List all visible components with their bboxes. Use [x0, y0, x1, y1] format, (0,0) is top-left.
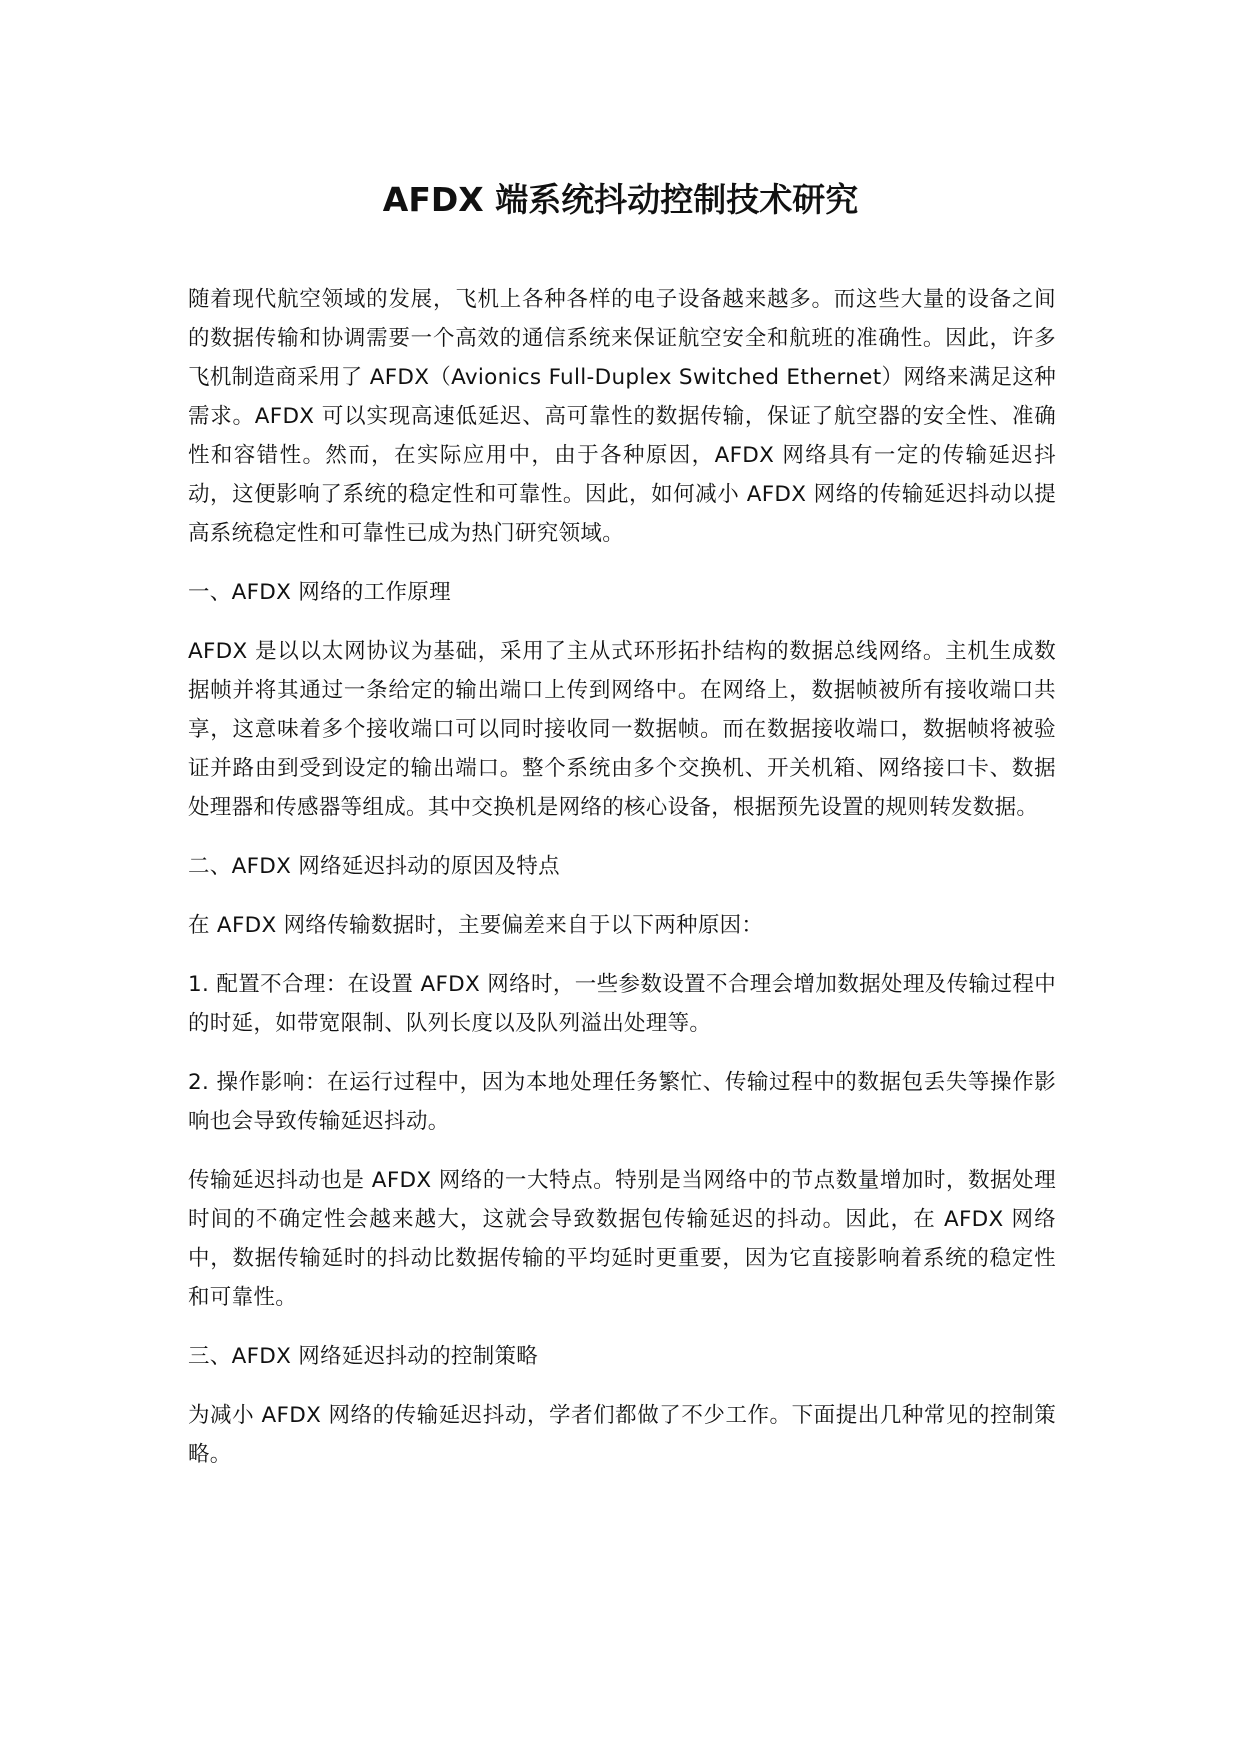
paragraph-principle: AFDX 是以以太网协议为基础，采用了主从式环形拓扑结构的数据总线网络。主机生成数据帧并将其通过一条给定的输出端口上传到网络中。在网络上，数据帧被所有接收端口共享，这意味着多个接收端口可以同时接收同一数据帧。而在数据接收端口，数据帧将被验证并路由到受到设定的输出端口。整个系统由多个交换机、开关机箱、网络接口卡、数据处理器和传感器等组成。其中交换机是网络的核心设备，根据预先设置的规则转发数据。 — [188, 639, 1056, 820]
paragraph-strategies: 为减小 AFDX 网络的传输延迟抖动，学者们都做了不少工作。下面提出几种常见的控制策略。 — [188, 1403, 1056, 1467]
section-heading-3: 三、AFDX 网络延迟抖动的控制策略 — [188, 1344, 539, 1369]
paragraph-intro: 随着现代航空领域的发展，飞机上各种各样的电子设备越来越多。而这些大量的设备之间的数据传输和协调需要一个高效的通信系统来保证航空安全和航班的准确性。因此，许多飞机制造商采用了 AFDX（Avionics Full-Duplex Switched Ethernet）网络来满足这种需求。AFDX 可以实现高速低延迟、高可靠性的数据传输，保证了航空器的安全性、准确性和容错性。然而，在实际应用中，由于各种原因，AFDX 网络具有一定的传输延迟抖动，这便影响了系统的稳定性和可靠性。因此，如何减小 AFDX 网络的传输延迟抖动以提高系统稳定性和可靠性已成为热门研究领域。 — [188, 287, 1056, 546]
paragraph-characteristics: 传输延迟抖动也是 AFDX 网络的一大特点。特别是当网络中的节点数量增加时，数据处理时间的不确定性会越来越大，这就会导致数据包传输延迟的抖动。因此，在 AFDX 网络中，数据传输延时的抖动比数据传输的平均延时更重要，因为它直接影响着系统的稳定性和可靠性。 — [188, 1168, 1056, 1310]
list-item-2: 2. 操作影响：在运行过程中，因为本地处理任务繁忙、传输过程中的数据包丢失等操作影响也会导致传输延迟抖动。 — [188, 1070, 1056, 1134]
paragraph-causes-intro: 在 AFDX 网络传输数据时，主要偏差来自于以下两种原因： — [188, 913, 764, 938]
section-heading-2: 二、AFDX 网络延迟抖动的原因及特点 — [188, 854, 560, 879]
list-item-1: 1. 配置不合理：在设置 AFDX 网络时，一些参数设置不合理会增加数据处理及传输过程中的时延，如带宽限制、队列长度以及队列溢出处理等。 — [188, 972, 1056, 1036]
document-body — [188, 280, 1056, 1494]
document-title: AFDX 端系统抖动控制技术研究 — [382, 180, 859, 219]
section-heading-1: 一、AFDX 网络的工作原理 — [188, 580, 451, 605]
